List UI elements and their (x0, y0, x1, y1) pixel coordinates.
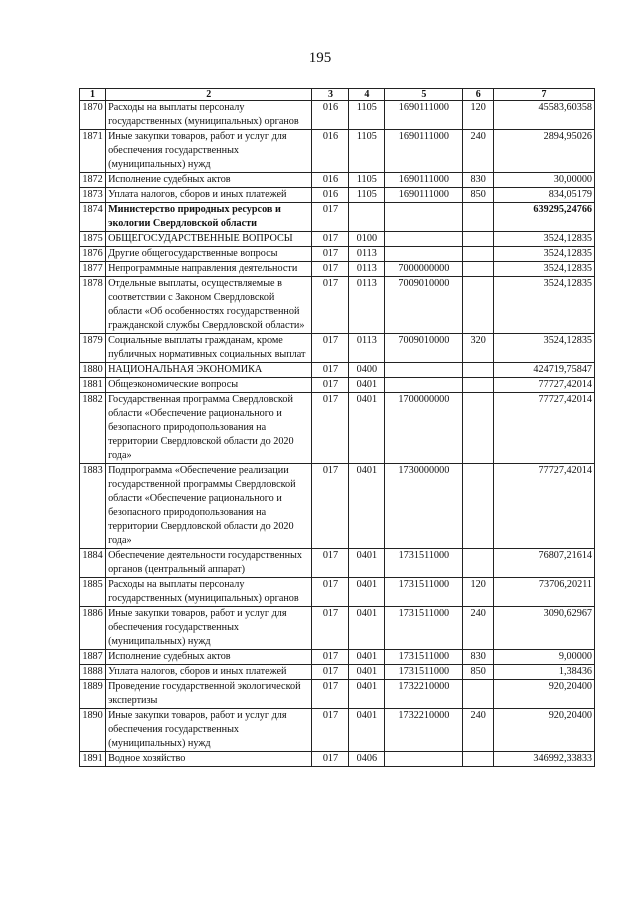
row-number-cell: 1871 (80, 130, 106, 173)
expense-type-cell: 850 (463, 665, 493, 680)
target-article-cell: 1730000000 (385, 464, 463, 549)
column-header: 5 (385, 89, 463, 101)
item-name-cell: Государственная программа Свердловской области «Обеспечение рационального и безопасного природопользования на территории Свердловской области до 2020 года» (106, 393, 312, 464)
target-article-cell: 1731511000 (385, 650, 463, 665)
item-name-cell: Иные закупки товаров, работ и услуг для обеспечения государственных (муниципальных) нужд (106, 130, 312, 173)
row-number-cell: 1873 (80, 188, 106, 203)
ministry-code-cell: 017 (312, 378, 349, 393)
section-code-cell: 1105 (349, 188, 385, 203)
row-number-cell: 1889 (80, 680, 106, 709)
section-code-cell: 1105 (349, 173, 385, 188)
expense-type-cell (463, 203, 493, 232)
column-header: 3 (312, 89, 349, 101)
amount-cell: 3524,12835 (493, 334, 594, 363)
amount-cell: 77727,42014 (493, 378, 594, 393)
table-row (80, 709, 595, 752)
target-article-cell: 1700000000 (385, 393, 463, 464)
section-code-cell: 0401 (349, 378, 385, 393)
row-number-cell: 1874 (80, 203, 106, 232)
table-row (80, 363, 595, 378)
section-code-cell (349, 203, 385, 232)
target-article-cell: 1690111000 (385, 173, 463, 188)
table-row (80, 650, 595, 665)
ministry-code-cell: 017 (312, 232, 349, 247)
table-row (80, 277, 595, 334)
section-code-cell: 1105 (349, 130, 385, 173)
section-code-cell: 0113 (349, 334, 385, 363)
ministry-code-cell: 017 (312, 464, 349, 549)
target-article-cell: 1731511000 (385, 607, 463, 650)
row-number-cell: 1879 (80, 334, 106, 363)
target-article-cell: 1731511000 (385, 549, 463, 578)
item-name-cell: Водное хозяйство (106, 752, 312, 767)
expense-type-cell (463, 393, 493, 464)
column-header: 1 (80, 89, 106, 101)
expense-type-cell (463, 277, 493, 334)
item-name-cell: Уплата налогов, сборов и иных платежей (106, 665, 312, 680)
row-number-cell: 1881 (80, 378, 106, 393)
item-name-cell: Подпрограмма «Обеспечение реализации государственной программы Свердловской области «Обеспечение рационального и безопасного природопользования на территории Свердловской области до 2020 года» (106, 464, 312, 549)
item-name-cell: Исполнение судебных актов (106, 650, 312, 665)
section-code-cell: 0401 (349, 464, 385, 549)
item-name-cell: Иные закупки товаров, работ и услуг для обеспечения государственных (муниципальных) нужд (106, 709, 312, 752)
ministry-code-cell: 017 (312, 680, 349, 709)
section-code-cell: 0113 (349, 262, 385, 277)
row-number-cell: 1888 (80, 665, 106, 680)
ministry-code-cell: 016 (312, 130, 349, 173)
section-code-cell: 1105 (349, 101, 385, 130)
amount-cell: 73706,20211 (493, 578, 594, 607)
expense-type-cell (463, 680, 493, 709)
amount-cell: 3090,62967 (493, 607, 594, 650)
table-header-row (80, 89, 595, 101)
table-row (80, 578, 595, 607)
target-article-cell: 1732210000 (385, 709, 463, 752)
ministry-code-cell: 016 (312, 101, 349, 130)
ministry-code-cell: 017 (312, 549, 349, 578)
row-number-cell: 1891 (80, 752, 106, 767)
amount-cell: 45583,60358 (493, 101, 594, 130)
expense-type-cell (463, 247, 493, 262)
item-name-cell: Расходы на выплаты персоналу государственных (муниципальных) органов (106, 101, 312, 130)
expense-type-cell: 850 (463, 188, 493, 203)
ministry-code-cell: 017 (312, 262, 349, 277)
amount-cell: 30,00000 (493, 173, 594, 188)
item-name-cell: ОБЩЕГОСУДАРСТВЕННЫЕ ВОПРОСЫ (106, 232, 312, 247)
target-article-cell: 1690111000 (385, 130, 463, 173)
row-number-cell: 1872 (80, 173, 106, 188)
expense-type-cell: 120 (463, 578, 493, 607)
expense-type-cell: 240 (463, 607, 493, 650)
section-code-cell: 0401 (349, 393, 385, 464)
target-article-cell (385, 363, 463, 378)
ministry-code-cell: 017 (312, 607, 349, 650)
amount-cell: 424719,75847 (493, 363, 594, 378)
table-row (80, 203, 595, 232)
column-header: 7 (493, 89, 594, 101)
item-name-cell: Министерство природных ресурсов и экологии Свердловской области (106, 203, 312, 232)
expense-type-cell: 830 (463, 650, 493, 665)
amount-cell: 346992,33833 (493, 752, 594, 767)
section-code-cell: 0113 (349, 277, 385, 334)
target-article-cell: 7000000000 (385, 262, 463, 277)
amount-cell: 3524,12835 (493, 277, 594, 334)
table-row (80, 130, 595, 173)
table-row (80, 752, 595, 767)
budget-table (79, 88, 595, 767)
item-name-cell: Исполнение судебных актов (106, 173, 312, 188)
section-code-cell: 0401 (349, 680, 385, 709)
row-number-cell: 1882 (80, 393, 106, 464)
expense-type-cell (463, 464, 493, 549)
expense-type-cell: 120 (463, 101, 493, 130)
page-number: 195 (308, 50, 332, 66)
item-name-cell: Общеэкономические вопросы (106, 378, 312, 393)
ministry-code-cell: 017 (312, 247, 349, 262)
table-row (80, 607, 595, 650)
target-article-cell: 7009010000 (385, 277, 463, 334)
section-code-cell: 0401 (349, 607, 385, 650)
table-row (80, 334, 595, 363)
ministry-code-cell: 016 (312, 173, 349, 188)
section-code-cell: 0400 (349, 363, 385, 378)
row-number-cell: 1890 (80, 709, 106, 752)
ministry-code-cell: 017 (312, 203, 349, 232)
amount-cell: 1,38436 (493, 665, 594, 680)
expense-type-cell (463, 752, 493, 767)
ministry-code-cell: 017 (312, 393, 349, 464)
item-name-cell: Непрограммные направления деятельности (106, 262, 312, 277)
table-row (80, 665, 595, 680)
expense-type-cell: 240 (463, 709, 493, 752)
target-article-cell: 1690111000 (385, 188, 463, 203)
ministry-code-cell: 016 (312, 188, 349, 203)
amount-cell: 834,05179 (493, 188, 594, 203)
section-code-cell: 0401 (349, 650, 385, 665)
ministry-code-cell: 017 (312, 363, 349, 378)
target-article-cell: 1732210000 (385, 680, 463, 709)
section-code-cell: 0401 (349, 549, 385, 578)
amount-cell: 2894,95026 (493, 130, 594, 173)
ministry-code-cell: 017 (312, 334, 349, 363)
ministry-code-cell: 017 (312, 277, 349, 334)
expense-type-cell: 240 (463, 130, 493, 173)
amount-cell: 3524,12835 (493, 262, 594, 277)
section-code-cell: 0401 (349, 709, 385, 752)
section-code-cell: 0100 (349, 232, 385, 247)
target-article-cell (385, 232, 463, 247)
amount-cell: 920,20400 (493, 680, 594, 709)
amount-cell: 77727,42014 (493, 464, 594, 549)
column-header: 6 (463, 89, 493, 101)
table-row (80, 188, 595, 203)
row-number-cell: 1883 (80, 464, 106, 549)
item-name-cell: Проведение государственной экологической экспертизы (106, 680, 312, 709)
item-name-cell: Отдельные выплаты, осуществляемые в соответствии с Законом Свердловской области «Об особенностях государственной гражданской службы Свердловской области» (106, 277, 312, 334)
section-code-cell: 0113 (349, 247, 385, 262)
ministry-code-cell: 017 (312, 578, 349, 607)
row-number-cell: 1885 (80, 578, 106, 607)
amount-cell: 3524,12835 (493, 247, 594, 262)
amount-cell: 9,00000 (493, 650, 594, 665)
amount-cell: 77727,42014 (493, 393, 594, 464)
item-name-cell: Другие общегосударственные вопросы (106, 247, 312, 262)
target-article-cell (385, 378, 463, 393)
expense-type-cell (463, 262, 493, 277)
row-number-cell: 1870 (80, 101, 106, 130)
target-article-cell: 1731511000 (385, 665, 463, 680)
table-row (80, 232, 595, 247)
target-article-cell (385, 247, 463, 262)
section-code-cell: 0406 (349, 752, 385, 767)
target-article-cell: 1731511000 (385, 578, 463, 607)
expense-type-cell (463, 549, 493, 578)
amount-cell: 920,20400 (493, 709, 594, 752)
column-header: 2 (106, 89, 312, 101)
ministry-code-cell: 017 (312, 709, 349, 752)
item-name-cell: Иные закупки товаров, работ и услуг для обеспечения государственных (муниципальных) нужд (106, 607, 312, 650)
section-code-cell: 0401 (349, 578, 385, 607)
expense-type-cell: 830 (463, 173, 493, 188)
table-row (80, 464, 595, 549)
row-number-cell: 1886 (80, 607, 106, 650)
table-row (80, 262, 595, 277)
row-number-cell: 1878 (80, 277, 106, 334)
row-number-cell: 1875 (80, 232, 106, 247)
column-header: 4 (349, 89, 385, 101)
ministry-code-cell: 017 (312, 650, 349, 665)
section-code-cell: 0401 (349, 665, 385, 680)
row-number-cell: 1880 (80, 363, 106, 378)
target-article-cell (385, 203, 463, 232)
item-name-cell: Обеспечение деятельности государственных органов (центральный аппарат) (106, 549, 312, 578)
ministry-code-cell: 017 (312, 752, 349, 767)
amount-cell: 76807,21614 (493, 549, 594, 578)
target-article-cell (385, 752, 463, 767)
amount-cell: 639295,24766 (493, 203, 594, 232)
table-body (80, 101, 595, 767)
row-number-cell: 1877 (80, 262, 106, 277)
expense-type-cell (463, 232, 493, 247)
table-row (80, 680, 595, 709)
item-name-cell: Социальные выплаты гражданам, кроме публичных нормативных социальных выплат (106, 334, 312, 363)
row-number-cell: 1887 (80, 650, 106, 665)
table-row (80, 378, 595, 393)
item-name-cell: Расходы на выплаты персоналу государственных (муниципальных) органов (106, 578, 312, 607)
table-row (80, 393, 595, 464)
table-row (80, 101, 595, 130)
row-number-cell: 1884 (80, 549, 106, 578)
table-row (80, 549, 595, 578)
ministry-code-cell: 017 (312, 665, 349, 680)
item-name-cell: НАЦИОНАЛЬНАЯ ЭКОНОМИКА (106, 363, 312, 378)
expense-type-cell: 320 (463, 334, 493, 363)
item-name-cell: Уплата налогов, сборов и иных платежей (106, 188, 312, 203)
expense-type-cell (463, 363, 493, 378)
target-article-cell: 1690111000 (385, 101, 463, 130)
expense-type-cell (463, 378, 493, 393)
amount-cell: 3524,12835 (493, 232, 594, 247)
target-article-cell: 7009010000 (385, 334, 463, 363)
row-number-cell: 1876 (80, 247, 106, 262)
table-row (80, 173, 595, 188)
table-row (80, 247, 595, 262)
